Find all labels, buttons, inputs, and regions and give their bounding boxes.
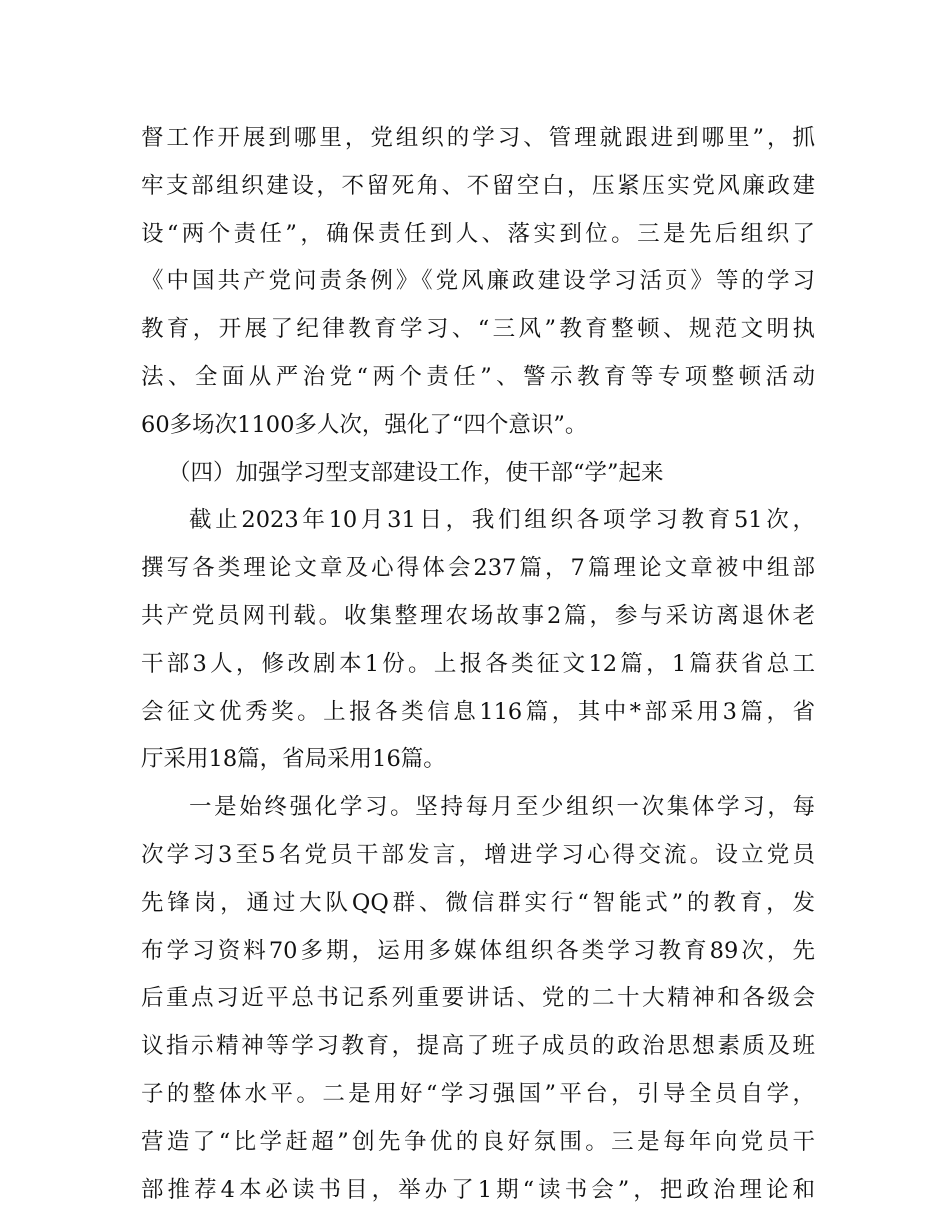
paragraph-first-line: 一是始终强化学习。坚持每月至少组织一次集体学习，每 xyxy=(189,794,815,821)
text-line: 营造了“比学赶超”创先争优的良好氛围。三是每年向党员干 xyxy=(141,1128,815,1155)
text-line: 撰写各类理论文章及心得体会237篇，7篇理论文章被中组部 xyxy=(141,555,815,582)
document-body xyxy=(141,115,815,1214)
section-heading: （四）加强学习型支部建设工作，使干部“学”起来 xyxy=(168,459,664,486)
text-line: 法、全面从严治党“两个责任”、警示教育等专项整顿活动 xyxy=(141,363,815,390)
text-line: 干部3人，修改剧本1份。上报各类征文12篇，1篇获省总工 xyxy=(141,650,815,677)
text-line: 子的整体水平。二是用好“学习强国”平台，引导全员自学， xyxy=(141,1080,815,1107)
text-line: 后重点习近平总书记系列重要讲话、党的二十大精神和各级会 xyxy=(141,985,815,1012)
text-line: 教育，开展了纪律教育学习、“三风”教育整顿、规范文明执 xyxy=(141,316,815,343)
text-line: 60多场次1100多人次，强化了“四个意识”。 xyxy=(141,411,588,438)
text-line: 《中国共产党问责条例》《党风廉政建设学习活页》等的学习 xyxy=(141,268,815,295)
text-line: 共产党员网刊载。收集整理农场故事2篇，参与采访离退休老 xyxy=(141,602,815,629)
text-line: 先锋岗，通过大队QQ群、微信群实行“智能式”的教育，发 xyxy=(141,889,815,916)
text-line: 牢支部组织建设，不留死角、不留空白，压紧压实党风廉政建 xyxy=(141,172,815,199)
text-line: 部推荐4本必读书目，举办了1期“读书会”，把政治理论和 xyxy=(141,1176,815,1203)
text-line: 设“两个责任”，确保责任到人、落实到位。三是先后组织了 xyxy=(141,220,815,247)
text-line: 会征文优秀奖。上报各类信息116篇，其中*部采用3篇，省 xyxy=(141,698,815,725)
text-line: 督工作开展到哪里，党组织的学习、管理就跟进到哪里”，抓 xyxy=(141,125,815,151)
text-line: 厅采用18篇，省局采用16篇。 xyxy=(141,746,446,773)
paragraph-first-line: 截止2023年10月31日，我们组织各项学习教育51次， xyxy=(189,507,815,534)
text-line: 议指示精神等学习教育，提高了班子成员的政治思想素质及班 xyxy=(141,1033,815,1060)
text-line: 布学习资料70多期，运用多媒体组织各类学习教育89次，先 xyxy=(141,937,815,964)
text-line: 次学习3至5名党员干部发言，增进学习心得交流。设立党员 xyxy=(141,841,815,868)
